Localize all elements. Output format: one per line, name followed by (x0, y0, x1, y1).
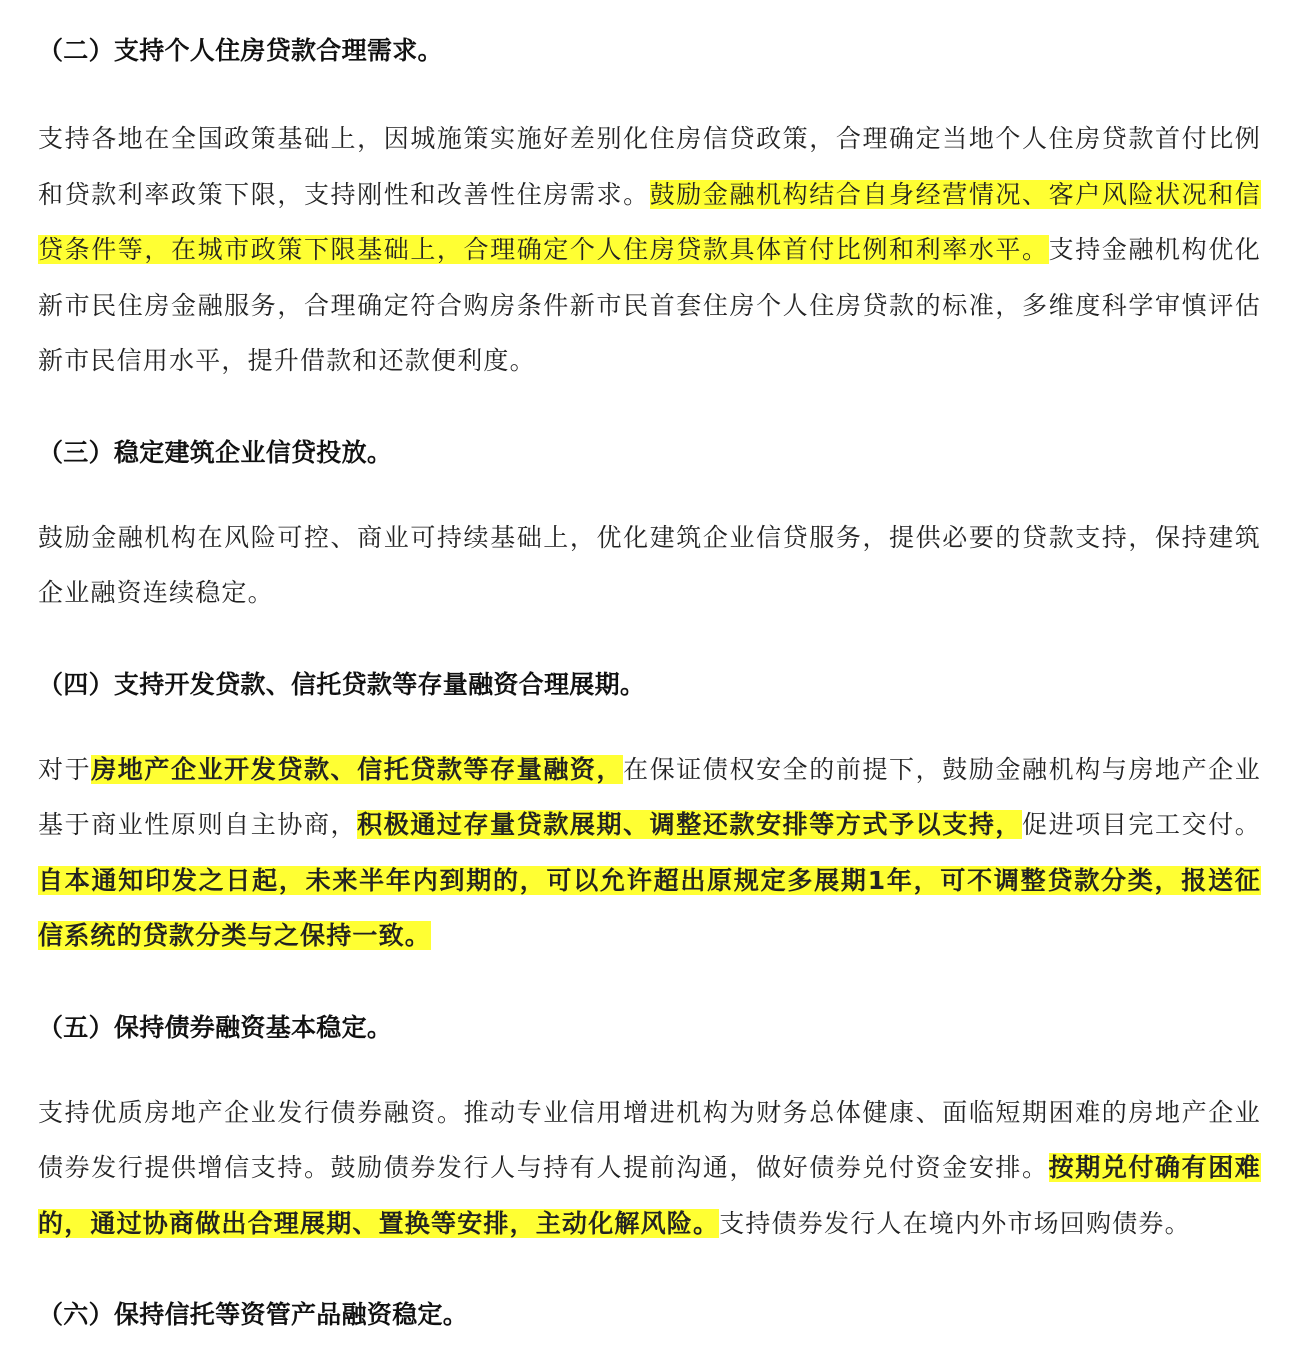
text-segment: 对于 (38, 754, 92, 784)
text-segment: 支持优质房地产企业发行债券融资。推动专业信用增进机构为财务总体健康、面临短期困难的房地产企业债券发行提供增信支持。鼓励债券发行人与持有人提前沟通，做好债券兑付资金安排。 (38, 1097, 1261, 1182)
highlighted-bold-text-segment: 房地产企业开发贷款、信托贷款等存量融资， (91, 754, 624, 784)
highlighted-bold-text-segment: 自本通知印发之日起，未来半年内到期的，可以允许超出原规定多展期1年，可不调整贷款分类，报送征信系统的贷款分类与之保持一致。 (38, 865, 1261, 950)
section-heading-3: （三）稳定建筑企业信贷投放。 (38, 437, 393, 467)
section-paragraph-5 (38, 1085, 1261, 1252)
highlighted-text-segment: 鼓励金融机构结合自身经营情况、客户风险状况和信贷条件等，在城市政策下限基础上，合理确定个人住房贷款具体首付比例和利率水平。 (38, 179, 1261, 264)
text-segment: 在保证债权安全的前提下，鼓励金融机构与房地产企业基于商业性原则自主协商， (38, 754, 1261, 839)
section-paragraph-2 (38, 111, 1261, 389)
text-segment: 支持金融机构优化新市民住房金融服务，合理确定符合购房条件新市民首套住房个人住房贷款的标准，多维度科学审慎评估新市民信用水平，提升借款和还款便利度。 (38, 235, 1261, 375)
section-heading-6: （六）保持信托等资管产品融资稳定。 (38, 1300, 469, 1329)
section-heading-2: （二）支持个人住房贷款合理需求。 (38, 36, 443, 65)
highlighted-bold-text-segment: 按期兑付确有困难的，通过协商做出合理展期、置换等安排，主动化解风险。 (38, 1153, 1261, 1238)
text-segment: 鼓励金融机构在风险可控、商业可持续基础上，优化建筑企业信贷服务，提供必要的贷款支持，保持建筑企业融资连续稳定。 (38, 522, 1261, 607)
section-heading-4: （四）支持开发贷款、信托贷款等存量融资合理展期。 (38, 669, 646, 699)
section-paragraph-3 (38, 510, 1261, 621)
text-segment: 支持各地在全国政策基础上，因城施策实施好差别化住房信贷政策，合理确定当地个人住房贷款首付比例和贷款利率政策下限，支持刚性和改善性住房需求。 (38, 124, 1261, 209)
section-paragraph-4 (38, 742, 1261, 964)
text-segment: 支持债券发行人在境内外市场回购债券。 (719, 1208, 1191, 1238)
section-heading-5: （五）保持债券融资基本稳定。 (38, 1012, 393, 1042)
highlighted-bold-text-segment: 积极通过存量贷款展期、调整还款安排等方式予以支持， (357, 810, 1023, 839)
text-segment: 促进项目完工交付。 (1022, 810, 1261, 839)
